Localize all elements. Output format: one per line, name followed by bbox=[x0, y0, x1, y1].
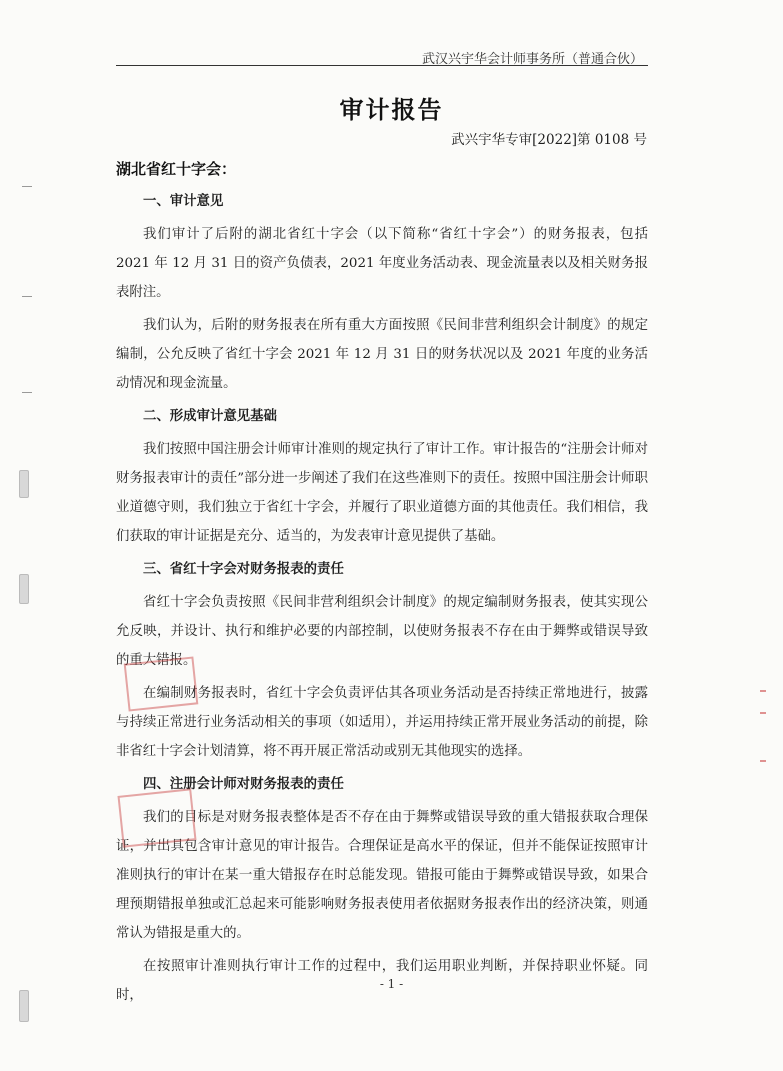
section-heading: 二、形成审计意见基础 bbox=[143, 409, 277, 424]
header-rule bbox=[116, 65, 648, 66]
edge-mark bbox=[760, 690, 766, 692]
paragraph: 我们认为，后附的财务报表在所有重大方面按照《民间非营利组织会计制度》的规定编制，公允反映了省红十字会 2021 年 12 月 31 日的财务状况以及 2021 年度的业务活动情况和现金流量。 bbox=[116, 318, 648, 391]
edge-mark bbox=[760, 760, 766, 762]
section-heading: 三、省红十字会对财务报表的责任 bbox=[143, 562, 344, 577]
paragraph: 我们的目标是对财务报表整体是否不存在由于舞弊或错误导致的重大错报获取合理保证，并出具包含审计意见的审计报告。合理保证是高水平的保证，但并不能保证按照审计准则执行的审计在某一重大错报存在时总能发现。错报可能由于舞弊或错误导致，如果合理预期错报单独或汇总起来可能影响财务报表使用者依据财务报表作出的经济决策，则通常认为错报是重大的。 bbox=[116, 810, 648, 941]
binding-mark bbox=[22, 296, 32, 297]
paragraph: 在按照审计准则执行审计工作的过程中，我们运用职业判断，并保持职业怀疑。同时， bbox=[116, 959, 648, 1003]
seal-stamp bbox=[117, 788, 196, 847]
page-title: 审计报告 bbox=[339, 96, 444, 124]
seal-stamp bbox=[124, 656, 199, 711]
report-body bbox=[116, 187, 648, 1014]
binding-hole bbox=[19, 470, 29, 498]
section-heading: 一、审计意见 bbox=[143, 194, 224, 209]
page-number: - 1 - bbox=[379, 977, 404, 991]
edge-mark bbox=[760, 712, 766, 714]
section-heading: 四、注册会计师对财务报表的责任 bbox=[143, 777, 344, 792]
binding-mark bbox=[22, 186, 32, 187]
firm-header: 武汉兴宇华会计师事务所（普通合伙） bbox=[421, 52, 643, 67]
report-number: 武兴宇华专审[2022]第 0108 号 bbox=[451, 132, 647, 148]
paragraph: 我们按照中国注册会计师审计准则的规定执行了审计工作。审计报告的“注册会计师对财务报表审计的责任”部分进一步阐述了我们在这些准则下的责任。按照中国注册会计师职业道德守则，我们独立于省红十字会，并履行了职业道德方面的其他责任。我们相信，我们获取的审计证据是充分、适当的，为发表审计意见提供了基础。 bbox=[116, 442, 648, 544]
paragraph: 在编制财务报表时，省红十字会负责评估其各项业务活动是否持续正常地进行，披露与持续正常进行业务活动相关的事项（如适用），并运用持续正常开展业务活动的前提，除非省红十字会计划清算，将不再开展正常活动或别无其他现实的选择。 bbox=[116, 686, 648, 759]
binding-hole bbox=[19, 990, 29, 1022]
paragraph: 省红十字会负责按照《民间非营利组织会计制度》的规定编制财务报表，使其实现公允反映，并设计、执行和维护必要的内部控制，以使财务报表不存在由于舞弊或错误导致的重大错报。 bbox=[116, 595, 648, 668]
addressee: 湖北省红十字会： bbox=[116, 160, 237, 178]
binding-hole bbox=[19, 574, 29, 604]
paragraph: 我们审计了后附的湖北省红十字会（以下简称“省红十字会”）的财务报表，包括 2021 年 12 月 31 日的资产负债表，2021 年度业务活动表、现金流量表以及相关财务报表附注。 bbox=[116, 227, 648, 300]
binding-mark bbox=[22, 392, 32, 393]
